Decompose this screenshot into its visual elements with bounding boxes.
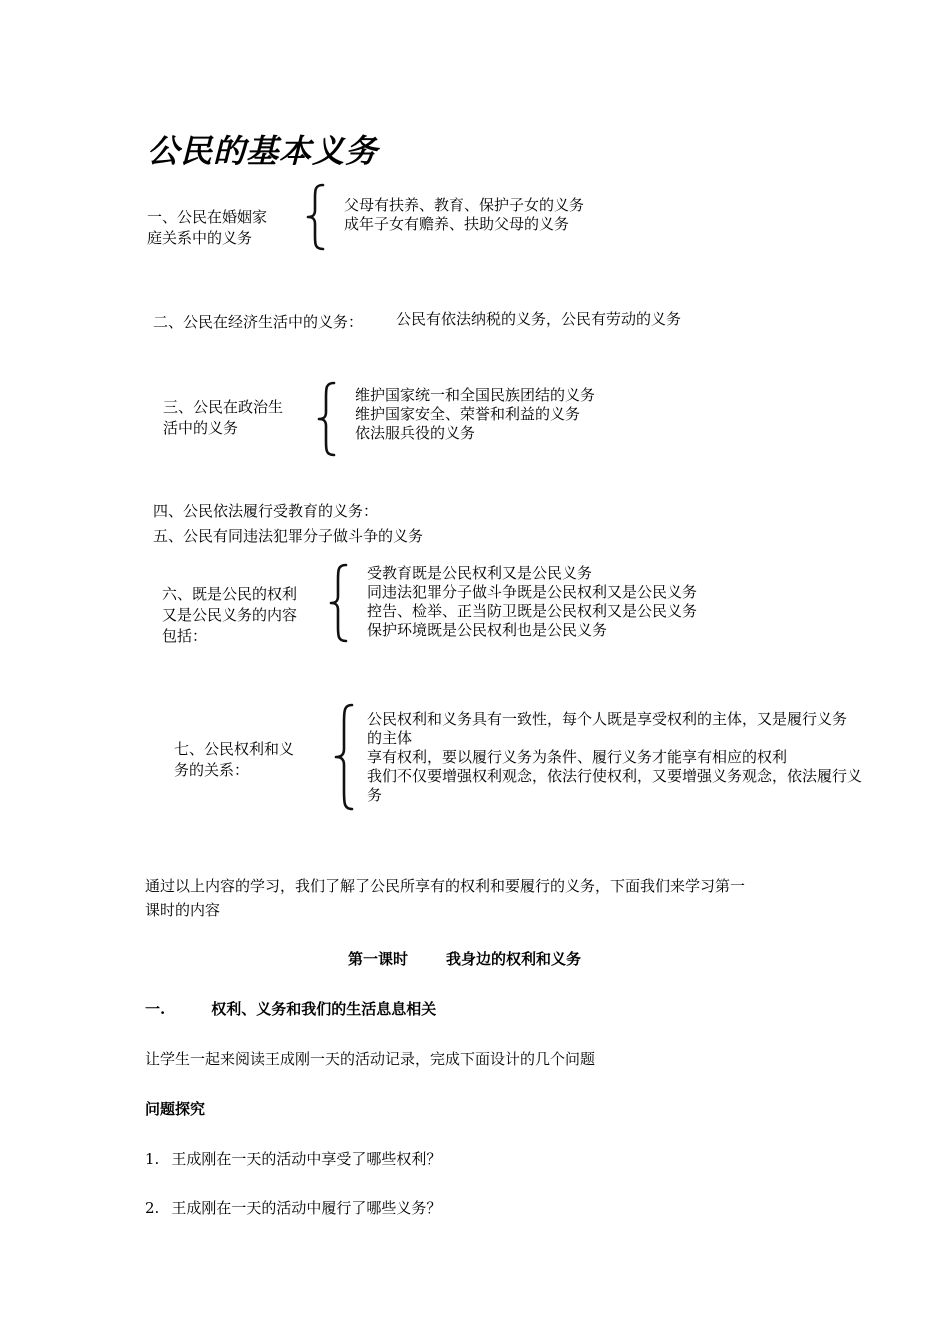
inquiry-heading: 问题探究: [145, 1100, 206, 1118]
intro-paragraph: 通过以上内容的学习，我们了解了公民所享有的权利和要履行的义务，下面我们来学习第一 课时的内容: [145, 877, 746, 919]
list-item: 维护国家安全、荣誉和利益的义务: [355, 405, 581, 423]
instruction-text: 让学生一起来阅读王成刚一天的活动记录，完成下面设计的几个问题: [145, 1050, 596, 1068]
list-item: 公民权利和义务具有一致性，每个人既是享受权利的主体，又是履行义务: [367, 710, 848, 728]
section-7-label: 七、公民权利和义 务的关系：: [174, 740, 295, 779]
list-item: 受教育既是公民权利又是公民义务: [367, 564, 593, 582]
left-brace-icon: [316, 380, 338, 458]
list-item: 控告、检举、正当防卫既是公民权利又是公民义务: [367, 602, 698, 620]
section-6-items: [367, 564, 697, 640]
page-title: 公民的基本义务: [147, 132, 379, 170]
list-item: 成年子女有赡养、扶助父母的义务: [344, 215, 570, 233]
list-item: 务: [367, 786, 383, 804]
left-brace-icon: [333, 702, 357, 812]
section-1-items: [344, 196, 584, 234]
section-5-text: 五、公民有同违法犯罪分子做斗争的义务: [153, 527, 424, 545]
question-item: 2. 王成刚在一天的活动中履行了哪些义务？: [145, 1199, 442, 1217]
list-item: 我们不仅要增强权利观念，依法行使权利，又要增强义务观念，依法履行义: [367, 767, 863, 785]
list-item: 同违法犯罪分子做斗争既是公民权利又是公民义务: [367, 583, 698, 601]
section-6-label: 六、既是公民的权利 又是公民义务的内容 包括：: [162, 585, 298, 645]
list-item: 保护环境既是公民权利也是公民义务: [367, 621, 608, 639]
section-2-label: 二、公民在经济生活中的义务：: [153, 313, 364, 331]
section-2-text: 公民有依法纳税的义务，公民有劳动的义务: [396, 310, 682, 328]
section-4-text: 四、公民依法履行受教育的义务：: [153, 502, 379, 520]
question-item: 1. 王成刚在一天的活动中享受了哪些权利？: [145, 1150, 442, 1168]
list-item: 父母有扶养、教育、保护子女的义务: [344, 196, 585, 214]
left-brace-icon: [305, 182, 327, 252]
section-one-heading: 一. 权利、义务和我们的生活息息相关: [145, 1000, 437, 1018]
lesson-heading: 第一课时 我身边的权利和义务: [348, 950, 582, 968]
section-1-label: 一、公民在婚姻家 庭关系中的义务: [147, 208, 268, 247]
list-item: 享有权利，要以履行义务为条件、履行义务才能享有相应的权利: [367, 748, 788, 766]
list-item: 依法服兵役的义务: [355, 424, 476, 442]
section-3-items: [355, 386, 595, 443]
list-item: 维护国家统一和全国民族团结的义务: [355, 386, 596, 404]
left-brace-icon: [328, 562, 350, 644]
list-item: 的主体: [367, 729, 413, 747]
section-3-label: 三、公民在政治生 活中的义务: [163, 398, 284, 437]
section-7-items: [367, 710, 862, 805]
